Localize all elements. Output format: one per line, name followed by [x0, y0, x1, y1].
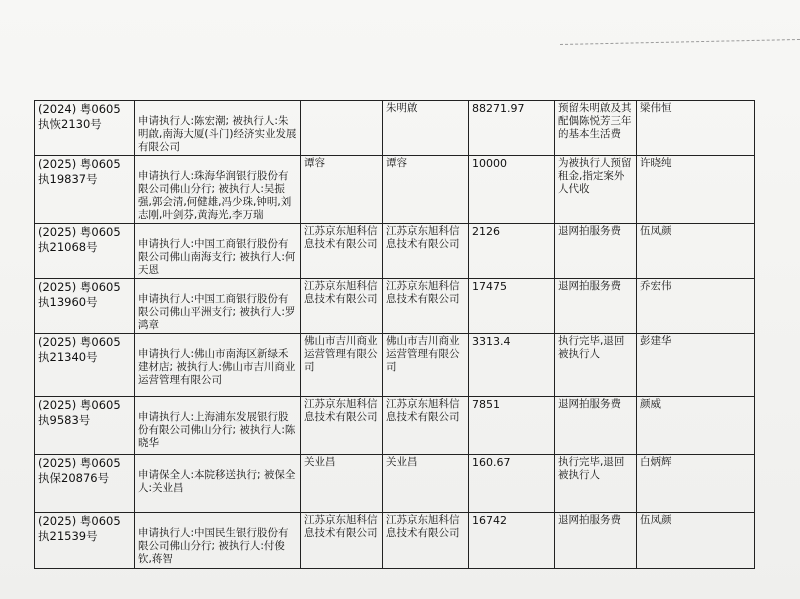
payee-cell: 江苏京东旭科信息技术有限公司: [301, 513, 383, 569]
parties-cell: 申请执行人:中国工商银行股份有限公司佛山南海支行; 被执行人:何天恩: [135, 224, 301, 279]
case-number: (2025) 粤0605执21539号: [35, 513, 135, 569]
table-row: [35, 455, 755, 513]
payee-cell: 关业昌: [301, 455, 383, 513]
payee-cell: 谭容: [301, 156, 383, 224]
table-row: [35, 397, 755, 455]
table-row: [35, 156, 755, 224]
case-number: (2025) 粤0605执保20876号: [35, 455, 135, 513]
parties-cell: 申请执行人:陈宏潮; 被执行人:朱明啟,南海大厦(斗门)经济实业发展有限公司: [135, 101, 301, 156]
amount-cell: 2126: [469, 224, 555, 279]
case-records-table: [34, 100, 755, 569]
page-fold-line: [560, 39, 800, 45]
account-name-cell: 江苏京东旭科信息技术有限公司: [383, 224, 469, 279]
account-name-cell: 朱明啟: [383, 101, 469, 156]
note-cell: 预留朱明啟及其配偶陈悦芳三年的基本生活费: [555, 101, 637, 156]
officer-cell: 梁伟恒: [637, 101, 755, 156]
note-cell: 执行完毕,退回被执行人: [555, 334, 637, 397]
amount-cell: 88271.97: [469, 101, 555, 156]
amount-cell: 10000: [469, 156, 555, 224]
payee-cell: [301, 101, 383, 156]
note-cell: 退网拍服务费: [555, 397, 637, 455]
table-row: [35, 224, 755, 279]
case-number: (2025) 粤0605执21068号: [35, 224, 135, 279]
note-cell: 退网拍服务费: [555, 513, 637, 569]
officer-cell: 彭建华: [637, 334, 755, 397]
account-name-cell: 江苏京东旭科信息技术有限公司: [383, 397, 469, 455]
officer-cell: 伍凤颜: [637, 224, 755, 279]
account-name-cell: 谭容: [383, 156, 469, 224]
amount-cell: 16742: [469, 513, 555, 569]
officer-cell: 许晓纯: [637, 156, 755, 224]
amount-cell: 160.67: [469, 455, 555, 513]
amount-cell: 7851: [469, 397, 555, 455]
table-row: [35, 279, 755, 334]
parties-cell: 申请执行人:中国民生银行股份有限公司佛山分行; 被执行人:付俊钦,蒋智: [135, 513, 301, 569]
parties-cell: 申请执行人:佛山市南海区新绿禾建材店; 被执行人:佛山市吉川商业运营管理有限公司: [135, 334, 301, 397]
payee-cell: 江苏京东旭科信息技术有限公司: [301, 279, 383, 334]
officer-cell: 白炳辉: [637, 455, 755, 513]
note-cell: 退网拍服务费: [555, 279, 637, 334]
payee-cell: 江苏京东旭科信息技术有限公司: [301, 224, 383, 279]
parties-cell: 申请执行人:珠海华润银行股份有限公司佛山分行; 被执行人:吴振强,郭会清,何健雄,冯少珠,钟明,刘志刚,叶剑芬,黄海光,李万瑞: [135, 156, 301, 224]
amount-cell: 3313.4: [469, 334, 555, 397]
note-cell: 退网拍服务费: [555, 224, 637, 279]
account-name-cell: 江苏京东旭科信息技术有限公司: [383, 513, 469, 569]
amount-cell: 17475: [469, 279, 555, 334]
note-cell: 为被执行人预留租金,指定案外人代收: [555, 156, 637, 224]
case-number: (2025) 粤0605执19837号: [35, 156, 135, 224]
account-name-cell: 江苏京东旭科信息技术有限公司: [383, 279, 469, 334]
officer-cell: 乔宏伟: [637, 279, 755, 334]
case-number: (2025) 粤0605执21340号: [35, 334, 135, 397]
case-number: (2025) 粤0605执9583号: [35, 397, 135, 455]
account-name-cell: 佛山市吉川商业运营管理有限公司: [383, 334, 469, 397]
officer-cell: 颜威: [637, 397, 755, 455]
table-row: [35, 334, 755, 397]
parties-cell: 申请执行人:中国工商银行股份有限公司佛山平洲支行; 被执行人:罗鸿章: [135, 279, 301, 334]
officer-cell: 伍凤颜: [637, 513, 755, 569]
case-number: (2025) 粤0605执13960号: [35, 279, 135, 334]
payee-cell: 佛山市吉川商业运营管理有限公司: [301, 334, 383, 397]
parties-cell: 申请执行人:上海浦东发展银行股份有限公司佛山分行; 被执行人:陈晓华: [135, 397, 301, 455]
case-number: (2024) 粤0605执恢2130号: [35, 101, 135, 156]
table-row: [35, 513, 755, 569]
payee-cell: 江苏京东旭科信息技术有限公司: [301, 397, 383, 455]
parties-cell: 申请保全人:本院移送执行; 被保全人:关业昌: [135, 455, 301, 513]
table-row: [35, 101, 755, 156]
note-cell: 执行完毕,退回被执行人: [555, 455, 637, 513]
account-name-cell: 关业昌: [383, 455, 469, 513]
